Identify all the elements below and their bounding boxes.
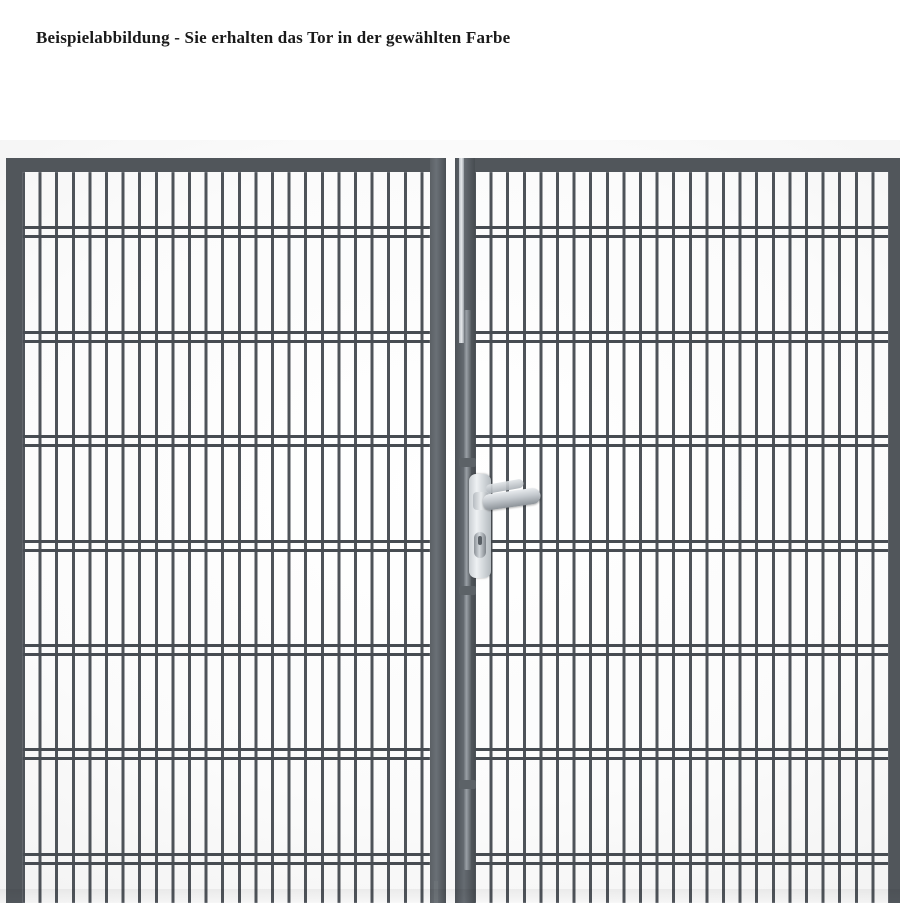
gate-leaf-left <box>6 158 446 903</box>
image-caption: Beispielabbildung - Sie erhalten das Tor in der gewählten Farbe <box>36 28 511 47</box>
product-photo <box>0 140 900 903</box>
rod-bracket-lower <box>459 780 476 789</box>
ground-shadow <box>0 889 900 903</box>
rod-bracket-middle <box>459 586 476 595</box>
frame-left <box>6 158 446 903</box>
lock-cylinder-icon <box>474 532 486 558</box>
gate-leaf-right <box>455 158 900 903</box>
center-stile-left <box>430 158 446 903</box>
rod-bracket-upper <box>459 458 476 467</box>
frame-right <box>455 158 900 903</box>
